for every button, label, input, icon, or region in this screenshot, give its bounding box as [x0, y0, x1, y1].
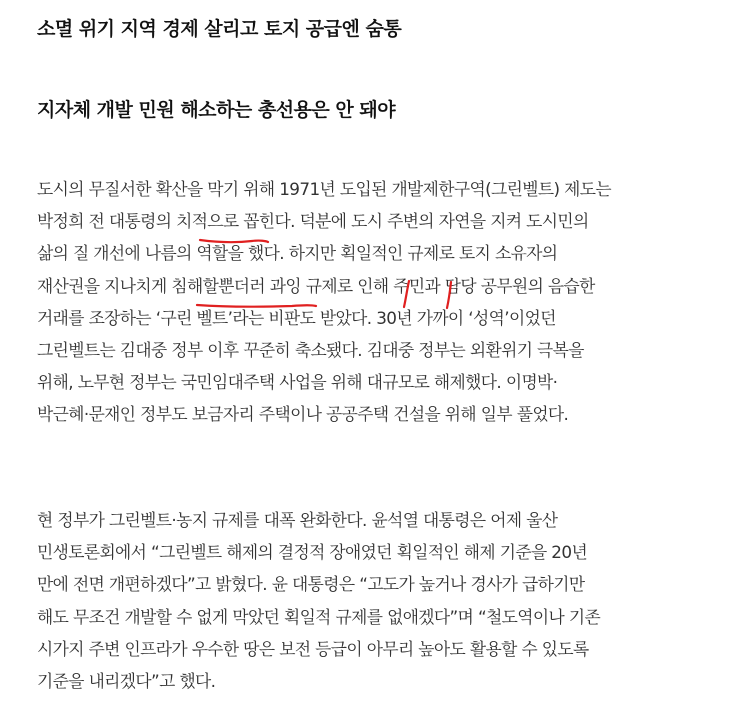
paragraph-line: 거래를 조장하는 ‘구린 벨트’라는 비판도 받았다. 30년 가까이 ‘성역’이었던 — [37, 308, 556, 328]
paragraph-line: 재산권을 지나치게 침해할뿐더러 과잉 규제로 인해 주민과 담당 공무원의 음습한 — [37, 276, 595, 296]
paragraph-line: 시가지 주변 인프라가 우수한 땅은 보전 등급이 아무리 높아도 활용할 수 있도록 — [37, 639, 589, 659]
paragraph-line: 위해, 노무현 정부는 국민임대주택 사업을 위해 대규모로 해제했다. 이명박· — [37, 372, 558, 392]
paragraph-line: 만에 전면 개편하겠다”고 밝혔다. 윤 대통령은 “고도가 높거나 경사가 급하기만 — [37, 574, 585, 594]
paragraph-line: 민생토론회에서 “그린벨트 해제의 결정적 장애였던 획일적인 해제 기준을 20년 — [37, 542, 588, 562]
paragraph-line: 그린벨트는 김대중 정부 이후 꾸준히 축소됐다. 김대중 정부는 외환위기 극복을 — [37, 340, 584, 360]
paragraph-line: 기준을 내리겠다”고 했다. — [37, 671, 216, 691]
paragraph-line: 해도 무조건 개발할 수 없게 막았던 획일적 규제를 없애겠다”며 “철도역이나 기존 — [37, 607, 601, 627]
headline-secondary: 지자체 개발 민원 해소하는 총선용은 안 돼야 — [37, 99, 396, 121]
paragraph-line: 도시의 무질서한 확산을 막기 위해 1971년 도입된 개발제한구역(그린벨트) 제도는 — [37, 179, 612, 199]
headline-primary: 소멸 위기 지역 경제 살리고 토지 공급엔 숨통 — [37, 18, 402, 40]
paragraph-line: 삶의 질 개선에 나름의 역할을 했다. 하지만 획일적인 규제로 토지 소유자의 — [37, 243, 558, 263]
paragraph-line: 현 정부가 그린벨트·농지 규제를 대폭 완화한다. 윤석열 대통령은 어제 울산 — [37, 510, 558, 530]
paragraph-line: 박정희 전 대통령의 치적으로 꼽힌다. 덕분에 도시 주변의 자연을 지켜 도시민의 — [37, 211, 589, 231]
paragraph-line: 박근혜·문재인 정부도 보금자리 주택이나 공공주택 건설을 위해 일부 풀었다. — [37, 404, 569, 424]
